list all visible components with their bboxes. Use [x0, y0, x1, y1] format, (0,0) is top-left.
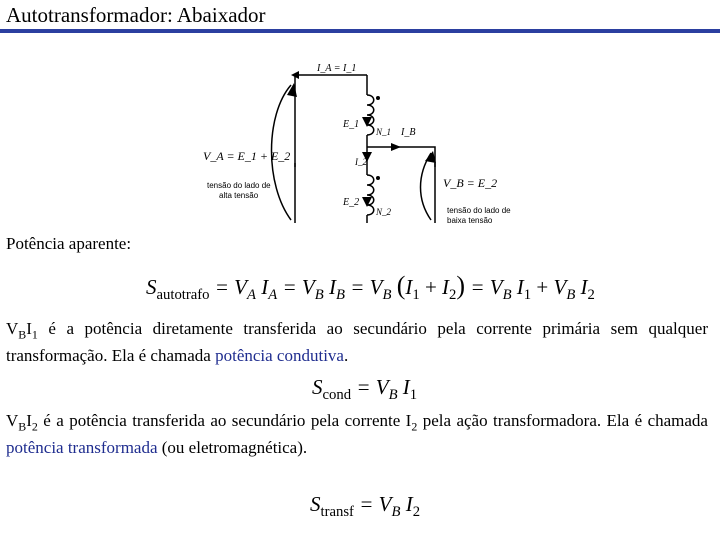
diagram-ia-label: I_A = I_1 [317, 63, 357, 74]
diagram-high-label-line1: tensão do lado de [207, 181, 271, 190]
eq-lhs: S [310, 492, 321, 516]
eq-term: I [405, 275, 413, 299]
eq-right-paren: ) [456, 271, 466, 300]
para2-v-sub: B [18, 419, 27, 434]
term-transformed-power: potência transformada [6, 438, 158, 458]
eq-lhs-sub: autotrafo [156, 287, 210, 304]
para1-i: I [26, 319, 32, 338]
eq-term: = V [356, 375, 389, 399]
eq-sub: 1 [412, 287, 420, 304]
para2-end: (ou eletromagnética). [157, 438, 308, 458]
title-underline [0, 29, 720, 33]
eq-sub: 2 [412, 504, 421, 521]
page-title: Autotransformador: Abaixador [6, 3, 266, 27]
eq-term: = V [214, 275, 248, 299]
para2-i-sub: 2 [31, 419, 38, 434]
eq-sub: A [247, 287, 256, 304]
eq-term: = V [359, 492, 392, 516]
eq-sub: A [268, 287, 278, 304]
para2-text-sub: 2 [411, 419, 418, 434]
diagram-va-equation: V_A = E_1 + E_2 [203, 149, 291, 163]
eq-term: I [261, 275, 269, 299]
eq-left-paren: ( [396, 271, 406, 300]
diagram-vb-equation: V_B = E_2 [443, 176, 498, 190]
eq-sub: 1 [409, 387, 418, 404]
eq-sub: B [502, 287, 512, 304]
diagram-e2-label: E_2 [343, 197, 360, 208]
diagram-ib-label: I_B [401, 127, 416, 138]
eq-lhs-sub: transf [320, 504, 354, 521]
eq-plus: + [536, 275, 549, 299]
eq-lhs: S [146, 275, 157, 299]
eq-term: = V [470, 275, 503, 299]
diagram-i2-label: I_2 [355, 157, 367, 167]
eq-sub: 1 [523, 287, 532, 304]
eq-lhs: S [312, 375, 323, 399]
equation-conductive [312, 375, 417, 404]
diagram-low-label-line2: baixa tensão [447, 216, 493, 225]
equation-transformed [310, 492, 420, 521]
para1-end: . [343, 346, 349, 366]
eq-sub: 2 [587, 287, 595, 304]
para1-text: é a potência diretamente transferida ao secundário pela corrente primária sem qualquer transformação. Ela é chamada [6, 319, 708, 366]
eq-sub: B [382, 287, 392, 304]
eq-term: = V [282, 275, 315, 299]
para1-i-sub: 1 [31, 327, 38, 342]
eq-term: = V [350, 275, 383, 299]
section-label: Potência aparente: [6, 234, 132, 253]
eq-sub: B [314, 287, 324, 304]
eq-sub: B [391, 504, 401, 521]
para2-text: é a potência transferida ao secundário pela corrente I [37, 411, 412, 430]
eq-plus: + [424, 275, 437, 299]
term-conductive-power: potência condutiva [215, 346, 344, 366]
para2-v: V [6, 411, 19, 430]
eq-sub: B [566, 287, 576, 304]
para2-text2: pela ação transformadora. Ela é chamada [417, 411, 708, 430]
eq-term: I [328, 275, 336, 299]
eq-term: I [580, 275, 588, 299]
eq-term: I [442, 275, 450, 299]
diagram-high-label-line2: alta tensão [219, 191, 259, 200]
eq-term: I [516, 275, 524, 299]
paragraph-transformed-power [6, 410, 708, 459]
eq-sub: B [388, 387, 398, 404]
eq-term: I [402, 375, 410, 399]
diagram-n2-label: N_2 [376, 207, 392, 217]
para1-v: V [6, 319, 19, 338]
equation-autotrafo [146, 271, 595, 304]
autotransformer-diagram [195, 55, 535, 235]
eq-term: I [405, 492, 413, 516]
eq-lhs-sub: cond [322, 387, 352, 404]
eq-sub: 2 [449, 287, 457, 304]
diagram-low-label-line1: tensão do lado de [447, 206, 511, 215]
diagram-n1-label: N_1 [376, 127, 392, 137]
diagram-e1-label: E_1 [343, 119, 360, 130]
para1-v-sub: B [18, 327, 27, 342]
paragraph-conductive-power [6, 318, 708, 367]
eq-sub: B [335, 287, 345, 304]
eq-term: V [553, 275, 567, 299]
para2-i: I [26, 411, 32, 430]
